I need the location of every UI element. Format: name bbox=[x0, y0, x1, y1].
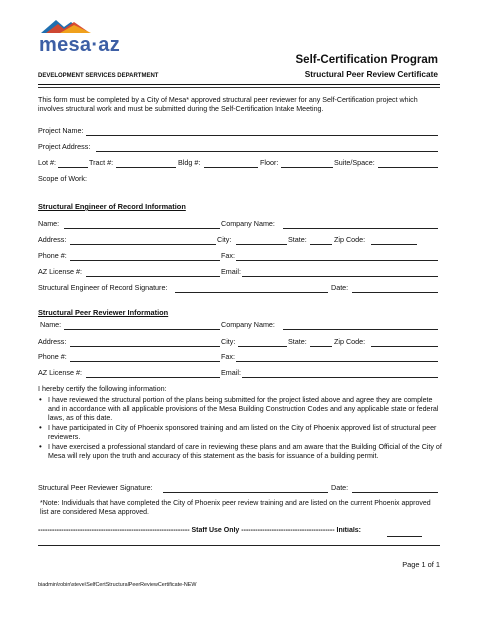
mesa-az-logo-mark bbox=[40, 16, 92, 36]
reviewer-email-field[interactable] bbox=[242, 377, 438, 378]
reviewer-section-heading: Structural Peer Reviewer Information bbox=[38, 308, 169, 317]
reviewer-date-field[interactable] bbox=[352, 492, 438, 493]
header-rule bbox=[38, 84, 440, 85]
engineer-phone-field[interactable] bbox=[70, 260, 220, 261]
intro-paragraph: This form must be completed by a City of Mesa* approved structural peer reviewer for any Self-Certification project which involves structural work and must be submitted during the Self-Certification Intake Meeting. bbox=[38, 96, 418, 113]
footer-file-path: biadmin\robin\steve\SelfCertStructuralPeerReviewCertificate-NEW bbox=[38, 582, 197, 588]
approval-note: *Note: Individuals that have completed the City of Phoenix peer review training and are listed on the current Phoenix approved list are considered Mesa approved. bbox=[40, 500, 431, 516]
engineer-address-field[interactable] bbox=[70, 244, 216, 245]
engineer-email-field[interactable] bbox=[242, 276, 438, 277]
project-name-label: Project Name: bbox=[38, 126, 84, 135]
reviewer-zip-field[interactable] bbox=[371, 346, 438, 347]
reviewer-phone-label: Phone #: bbox=[38, 352, 67, 361]
engineer-address-label: Address: bbox=[38, 235, 67, 244]
tract-label: Tract #: bbox=[89, 158, 114, 167]
reviewer-signature-field[interactable] bbox=[163, 492, 328, 493]
engineer-license-field[interactable] bbox=[86, 276, 220, 277]
engineer-name-field[interactable] bbox=[64, 228, 220, 229]
engineer-city-label: City: bbox=[217, 235, 232, 244]
reviewer-address-field[interactable] bbox=[70, 346, 220, 347]
reviewer-license-field[interactable] bbox=[86, 377, 220, 378]
reviewer-city-field[interactable] bbox=[238, 346, 287, 347]
reviewer-email-label: Email: bbox=[221, 368, 241, 377]
engineer-email-label: Email: bbox=[221, 267, 241, 276]
certification-intro: I hereby certify the following information: bbox=[38, 384, 167, 393]
certification-list bbox=[38, 396, 442, 462]
header-rule-thin bbox=[38, 87, 440, 88]
page-number: Page 1 of 1 bbox=[402, 560, 440, 569]
engineer-company-field[interactable] bbox=[283, 228, 438, 229]
reviewer-signature-label: Structural Peer Reviewer Signature: bbox=[38, 483, 153, 492]
staff-dashes-left: ----------------------------------------------------------------- bbox=[38, 527, 190, 534]
reviewer-name-label: Name: bbox=[40, 320, 62, 329]
engineer-fax-label: Fax: bbox=[221, 251, 235, 260]
bldg-label: Bldg #: bbox=[178, 158, 201, 167]
engineer-license-label: AZ License #: bbox=[38, 267, 82, 276]
initials-field[interactable] bbox=[387, 536, 422, 537]
certification-item: • I have participated in City of Phoenix sponsored training and am listed on the City of Phoenix approved list of structural peer reviewers. bbox=[38, 424, 442, 442]
engineer-signature-field[interactable] bbox=[175, 292, 328, 293]
page-title: Self-Certification Program bbox=[295, 54, 438, 66]
engineer-company-label: Company Name: bbox=[221, 219, 275, 228]
engineer-date-field[interactable] bbox=[352, 292, 438, 293]
reviewer-state-field[interactable] bbox=[310, 346, 332, 347]
reviewer-company-label: Company Name: bbox=[221, 320, 275, 329]
tract-field[interactable] bbox=[116, 167, 176, 168]
reviewer-zip-label: Zip Code: bbox=[334, 337, 366, 346]
staff-use-label: Staff Use Only bbox=[191, 527, 240, 534]
reviewer-phone-field[interactable] bbox=[70, 361, 220, 362]
engineer-section-heading: Structural Engineer of Record Information bbox=[38, 202, 186, 211]
staff-dashes-right: ---------------------------------------- bbox=[241, 527, 335, 534]
engineer-fax-field[interactable] bbox=[236, 260, 438, 261]
bldg-field[interactable] bbox=[204, 167, 258, 168]
floor-field[interactable] bbox=[281, 167, 333, 168]
project-address-field[interactable] bbox=[96, 151, 438, 152]
certification-item: • I have reviewed the structural portion of the plans being submitted for the project listed above and agree they are complete and in accordance with all applicable provisions of the Mesa Building Construction Codes and any applicable state or federal laws, as of this date. bbox=[38, 396, 442, 422]
reviewer-fax-field[interactable] bbox=[236, 361, 438, 362]
reviewer-city-label: City: bbox=[221, 337, 236, 346]
engineer-state-field[interactable] bbox=[310, 244, 332, 245]
engineer-name-label: Name: bbox=[38, 219, 60, 228]
certification-item: • I have exercised a professional standard of care in reviewing these plans and am aware that the Building Official of the City of Mesa will rely upon the truth and accuracy of this statement as the basis for issuance of a building permit. bbox=[38, 443, 442, 461]
scope-label: Scope of Work: bbox=[38, 174, 88, 183]
floor-label: Floor: bbox=[260, 158, 279, 167]
reviewer-license-label: AZ License #: bbox=[38, 368, 82, 377]
logo-text: mesa·az bbox=[39, 34, 121, 56]
reviewer-date-label: Date: bbox=[331, 483, 349, 492]
lot-field[interactable] bbox=[58, 167, 88, 168]
engineer-zip-field[interactable] bbox=[371, 244, 417, 245]
staff-use-box-line bbox=[38, 545, 440, 546]
suite-field[interactable] bbox=[378, 167, 438, 168]
engineer-signature-label: Structural Engineer of Record Signature: bbox=[38, 283, 168, 292]
page-subtitle: Structural Peer Review Certificate bbox=[304, 69, 438, 79]
engineer-state-label: State: bbox=[288, 235, 307, 244]
reviewer-company-field[interactable] bbox=[283, 329, 438, 330]
reviewer-state-label: State: bbox=[288, 337, 307, 346]
project-name-field[interactable] bbox=[86, 135, 438, 136]
initials-label: Initials: bbox=[336, 527, 362, 534]
staff-use-row bbox=[38, 527, 442, 534]
lot-label: Lot #: bbox=[38, 158, 56, 167]
engineer-city-field[interactable] bbox=[236, 244, 287, 245]
engineer-date-label: Date: bbox=[331, 283, 349, 292]
reviewer-name-field[interactable] bbox=[64, 329, 220, 330]
reviewer-fax-label: Fax: bbox=[221, 352, 235, 361]
project-address-label: Project Address: bbox=[38, 142, 91, 151]
engineer-phone-label: Phone #: bbox=[38, 251, 67, 260]
reviewer-address-label: Address: bbox=[38, 337, 67, 346]
suite-label: Suite/Space: bbox=[334, 158, 375, 167]
department-name: DEVELOPMENT SERVICES DEPARTMENT bbox=[38, 73, 159, 79]
engineer-zip-label: Zip Code: bbox=[334, 235, 366, 244]
